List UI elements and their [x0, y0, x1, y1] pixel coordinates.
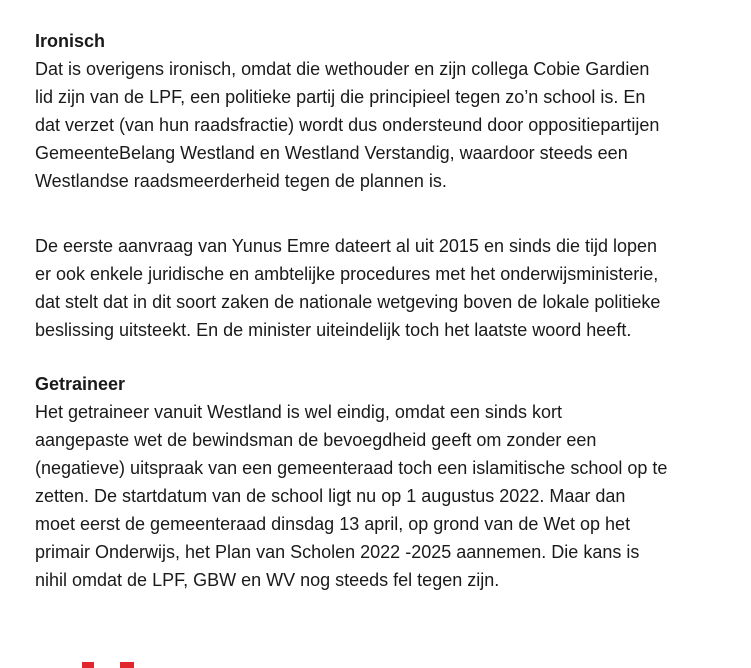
- red-graphic-fragment: [120, 662, 134, 668]
- paragraph-spacer: [35, 344, 745, 370]
- section-heading-ironisch: Ironisch: [35, 31, 106, 51]
- section-heading-getraineer: Getraineer: [35, 374, 126, 394]
- paragraph-aanvraag: De eerste aanvraag van Yunus Emre dateert al uit 2015 en sinds die tijd lopen er ook enkele juridische en ambtelijke procedures met het onderwijsministerie, dat stelt dat in dit soort zaken de nationale wetgeving boven de lokale politieke beslissing uitsteekt. En de minister uiteindelijk toch het laatste woord heeft.: [35, 236, 661, 340]
- paragraph-spacer: [35, 195, 745, 232]
- article-body: [35, 27, 745, 594]
- paragraph-ironisch: Dat is overigens ironisch, omdat die wethouder en zijn collega Cobie Gardien lid zijn van de LPF, een politieke partij die principieel tegen zo’n school is. En dat verzet (van hun raadsfractie) wordt dus ondersteund door oppositiepartijen GemeenteBelang Westland en Westland Verstandig, waardoor steeds een Westlandse raadsmeerderheid tegen de plannen is.: [35, 59, 660, 191]
- paragraph-getraineer: Het getraineer vanuit Westland is wel eindig, omdat een sinds kort aangepaste wet de bewindsman de bevoegdheid geeft om zonder een (negatieve) uitspraak van een gemeenteraad toch een islamitische school op te zetten. De startdatum van de school ligt nu op 1 augustus 2022. Maar dan moet eerst de gemeenteraad dinsdag 13 april, op grond van de Wet op het primair Onderwijs, het Plan van Scholen 2022 -2025 aannemen. Die kans is nihil omdat de LPF, GBW en WV nog steeds fel tegen zijn.: [35, 402, 668, 590]
- red-graphic-fragment: [82, 662, 94, 668]
